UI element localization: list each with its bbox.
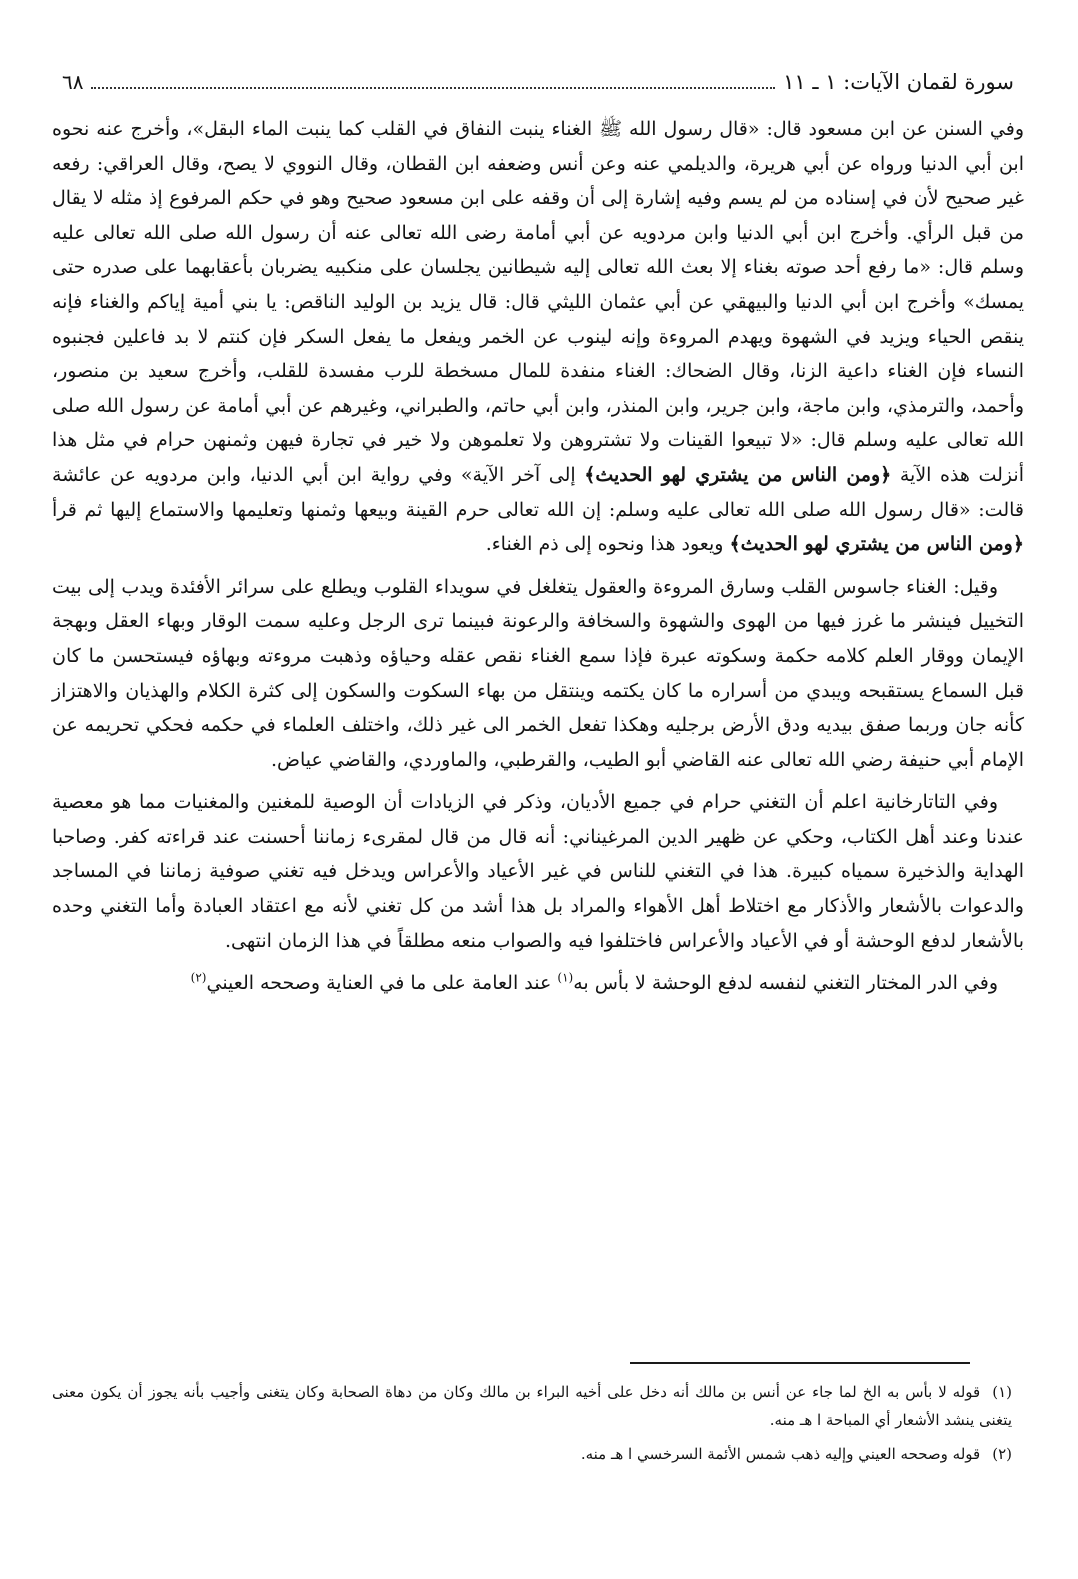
main-text [52,112,1024,1001]
paragraph-4 [52,966,1024,1001]
paragraph-text: إلى آخر الآية» وفي رواية ابن أبي الدنيا، وابن مردويه عن عائشة قالت: «قال رسول الله صلى الله تعالى عليه وسلم: إن الله تعالى حرم القينة وبيعها وثمنها وتعليمها والاستماع إليها ثم قرأ [52,463,1024,521]
paragraph-text: وقيل: الغناء جاسوس القلب وسارق المروءة والعقول يتغلغل في سويداء القلوب ويطلع على سرائر الأفئدة ويدب إلى بيت التخييل فينشر ما غرز فيها من الهوى والشهوة والسخافة والرعونة فبينما ترى الرجل وعليه سمت الوقار وبهاء العقل وبهجة الإيمان ووقار العلم كلامه حكمة وسكوته عبرة فإذا سمع الغناء نقص عقله وحياؤه وذهبت مروءته وبهاؤه فيستحسن ما كان قبل السماع يستقبحه ويبدي من أسراره ما كان يكتمه وينتقل من بهاء السكوت والسكون إلى كثرة الكلام والهذيان والاهتزاز كأنه جان وربما صفق بيديه ودق الأرض برجليه وهكذا تفعل الخمر الى غير ذلك، واختلف العلماء في حكمه فحكي تحريمه عن الإمام أبي حنيفة رضي الله تعالى عنه القاضي أبو الطيب، والقرطبي، والماوردي، والقاضي عياض. [52,575,1024,771]
quran-quote: ﴿ومن الناس من يشتري لهو الحديث﴾ [584,463,892,486]
footnote-marker: (١) [992,1383,1012,1401]
page-number: ٦٨ [62,70,84,94]
running-header-title: سورة لقمان الآيات: ١ ـ ١١ [783,70,1014,94]
paragraph-text: وفي الدر المختار التغني لنفسه لدفع الوحشة لا بأس به [573,972,998,995]
page-body [52,70,1024,1009]
paragraph-3 [52,785,1024,958]
paragraph-text: ويعود هذا ونحوه إلى ذم الغناء. [485,533,724,556]
footnote-reference-1[interactable]: (١) [557,970,574,985]
footnote-text: قوله لا بأس به الخ لما جاء عن أنس بن مالك أنه دخل على أخيه البراء بن مالك وكان من دهاة الصحابة وكان يتغنى وأجيب بأنه يجوز أن يكون معنى يتغنى ينشد الأشعار أي المباحة ا هـ منه. [52,1383,1012,1429]
paragraph-2 [52,570,1024,778]
footnote-2 [52,1440,1012,1468]
footnote-marker: (٢) [992,1445,1012,1463]
paragraph-1 [52,112,1024,562]
footnote-separator [630,1362,970,1364]
footnote-reference-2[interactable]: (٢) [190,970,207,985]
footnote-1 [52,1378,1012,1434]
quran-quote: ﴿ومن الناس من يشتري لهو الحديث﴾ [729,533,1024,556]
footnotes [52,1378,1012,1474]
paragraph-text: عند العامة على ما في العناية وصححه العيني [206,972,558,995]
paragraph-text: وفي التاتارخانية اعلم أن التغني حرام في جميع الأديان، وذكر في الزيادات أن الوصية للمغنين والمغنيات مما هو معصية عندنا وعند أهل الكتاب، وحكي عن ظهير الدين المرغيناني: أنه قال من قال لمقرىء زماننا أحسنت عند قراءته كفر. وصاحبا الهداية والذخيرة سمياه كبيرة. هذا في التغني للناس في غير الأعياد والأعراس ويدخل فيه تغني صوفية زماننا في المساجد والدعوات بالأشعار والأذكار مع اختلاط أهل الأهواء والمراد بل هذا أشد من كل تغني لأنه مع اعتقاد العبادة وأما التغني وحده بالأشعار لدفع الوحشة أو في الأعياد والأعراس فاختلفوا فيه والصواب منعه مطلقاً في هذا الزمان انتهى. [52,791,1024,952]
header-dot-leader [91,71,775,89]
footnote-text: قوله وصححه العيني وإليه ذهب شمس الأئمة السرخسي ا هـ منه. [580,1445,981,1463]
paragraph-text: وفي السنن عن ابن مسعود قال: «قال رسول الله ﷺ الغناء ينبت النفاق في القلب كما ينبت الماء البقل»، وأخرج عنه نحوه ابن أبي الدنيا ورواه عن أبي هريرة، والديلمي عنه وعن أنس وضعفه ابن القطان، وقال النووي لا يصح، وقال العراقي: رفعه غير صحيح لأن في إسناده من لم يسم وفيه إشارة إلى أن وقفه على ابن مسعود صحيح وهو في حكم المرفوع إذ مثله لا يقال من قبل الرأي. وأخرج ابن أبي الدنيا وابن مردويه عن أبي أمامة رضى الله تعالى عنه أن رسول الله صلى الله تعالى عليه وسلم قال: «ما رفع أحد صوته بغناء إلا بعث الله تعالى إليه شيطانين يجلسان على منكبيه يضربان بأعقابهما على صدره حتى يمسك» وأخرج ابن أبي الدنيا والبيهقي عن أبي عثمان الليثي قال: قال يزيد بن الوليد الناقص: يا بني أمية إياكم والغناء فإنه ينقص الحياء ويزيد في الشهوة ويهدم المروءة وإنه لينوب عن الخمر ويفعل ما يفعل السكر فإن كنتم لا بد فاعلين فجنبوه النساء فإن الغناء داعية الزنا، وقال الضحاك: الغناء منفدة للمال مسخطة للرب مفسدة للقلب، وأخرج سعيد بن منصور، وأحمد، والترمذي، وابن ماجة، وابن جرير، وابن المنذر، وابن أبي حاتم، والطبراني، وغيرهم عن أبي أمامة عن رسول الله صلى الله تعالى عليه وسلم قال: «لا تبيعوا القينات ولا تشتروهن ولا تعلموهن ولا خير في تجارة فيهن وثمنهن حرام في مثل هذا أنزلت هذه الآية [52,118,1024,486]
running-header [52,70,1024,106]
